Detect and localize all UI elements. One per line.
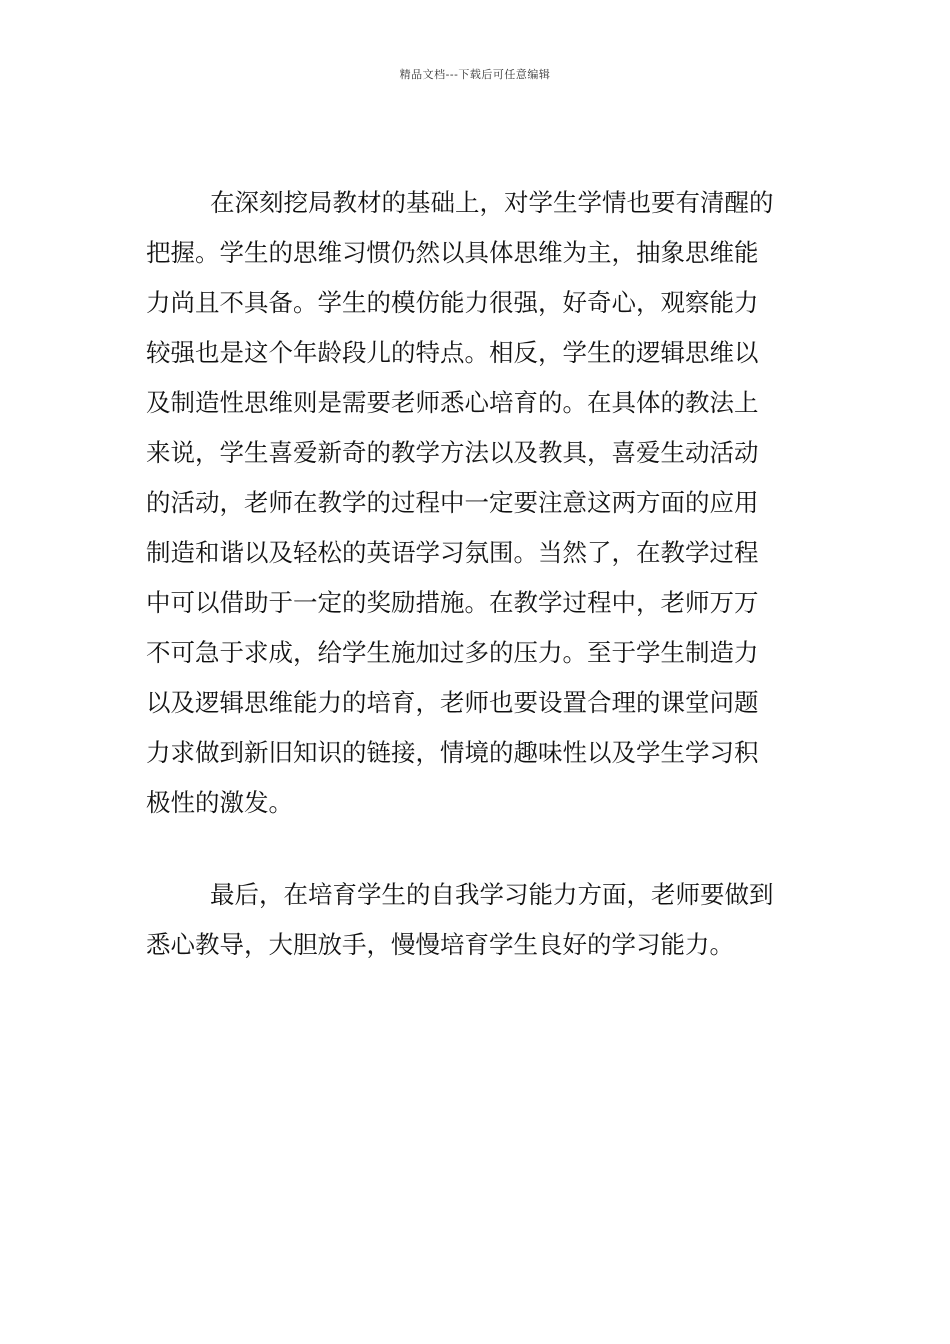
- paragraph-line: 的活动，老师在教学的过程中一定要注意这两方面的应用: [146, 488, 759, 517]
- paragraph-line: 力尚且不具备。学生的模仿能力很强，好奇心，观察能力: [146, 288, 759, 317]
- paragraph-line: 力求做到新旧知识的链接，情境的趣味性以及学生学习积: [146, 738, 759, 767]
- paragraph-line: 把握。学生的思维习惯仍然以具体思维为主，抽象思维能: [146, 238, 759, 267]
- paragraph-line: 较强也是这个年龄段儿的特点。相反，学生的逻辑思维以: [146, 338, 759, 367]
- paragraph-line: 在深刻挖局教材的基础上，对学生学情也要有清醒的: [210, 188, 774, 217]
- paragraph-line: 制造和谐以及轻松的英语学习氛围。当然了，在教学过程: [146, 538, 759, 567]
- paragraph-2: [146, 870, 806, 970]
- paragraph-line: 最后，在培育学生的自我学习能力方面，老师要做到: [210, 880, 774, 909]
- paragraph-1: [146, 178, 806, 828]
- paragraph-line: 不可急于求成，给学生施加过多的压力。至于学生制造力: [146, 638, 759, 667]
- page-header: 精品文档---下载后可任意编辑: [399, 68, 551, 81]
- paragraph-line: 及制造性思维则是需要老师悉心培育的。在具体的教法上: [146, 388, 759, 417]
- paragraph-line: 极性的激发。: [146, 788, 293, 817]
- paragraph-line: 中可以借助于一定的奖励措施。在教学过程中，老师万万: [146, 588, 759, 617]
- paragraph-line: 来说，学生喜爱新奇的教学方法以及教具，喜爱生动活动: [146, 438, 759, 467]
- paragraph-line: 以及逻辑思维能力的培育，老师也要设置合理的课堂问题: [146, 688, 759, 717]
- paragraph-line: 悉心教导，大胆放手，慢慢培育学生良好的学习能力。: [146, 930, 734, 959]
